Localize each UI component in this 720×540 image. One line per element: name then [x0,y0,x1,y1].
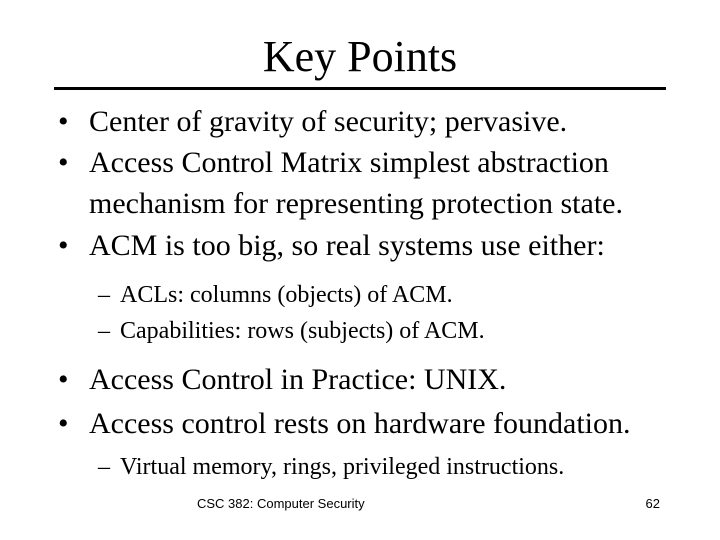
bullet-text: Center of gravity of security; pervasive. [89,105,568,138]
bullet-item [58,145,609,181]
bullet-item [58,406,631,442]
bullet-text: ACM is too big, so real systems use either: [89,229,605,262]
bullet-item-continuation [89,186,623,222]
sub-bullet-text: ACLs: columns (objects) of ACM. [120,282,453,308]
title-underline [54,87,666,90]
sub-bullet-marker: – [98,318,110,344]
bullet-item [58,362,507,398]
sub-bullet-item [98,452,565,482]
bullet-text: Access Control in Practice: UNIX. [89,363,507,396]
footer-page-number: 62 [645,496,660,511]
sub-bullet-text: Capabilities: rows (subjects) of ACM. [120,318,485,344]
sub-bullet-text: Virtual memory, rings, privileged instructions. [120,454,565,480]
sub-bullet-marker: – [98,282,110,308]
bullet-marker: • [58,407,69,440]
footer-course-title: CSC 382: Computer Security [197,496,365,511]
bullet-marker: • [58,363,69,396]
bullet-item [58,104,568,140]
sub-bullet-item [98,316,485,346]
bullet-item [58,228,605,264]
bullet-text: Access control rests on hardware foundation. [89,407,631,440]
sub-bullet-item [98,280,453,310]
bullet-marker: • [58,229,69,262]
bullet-text-line: mechanism for representing protection state. [89,187,623,220]
bullet-marker: • [58,105,69,138]
sub-bullet-marker: – [98,454,110,480]
bullet-marker: • [58,146,69,179]
slide-title: Key Points [262,32,458,81]
bullet-text-line: Access Control Matrix simplest abstraction [89,146,609,179]
